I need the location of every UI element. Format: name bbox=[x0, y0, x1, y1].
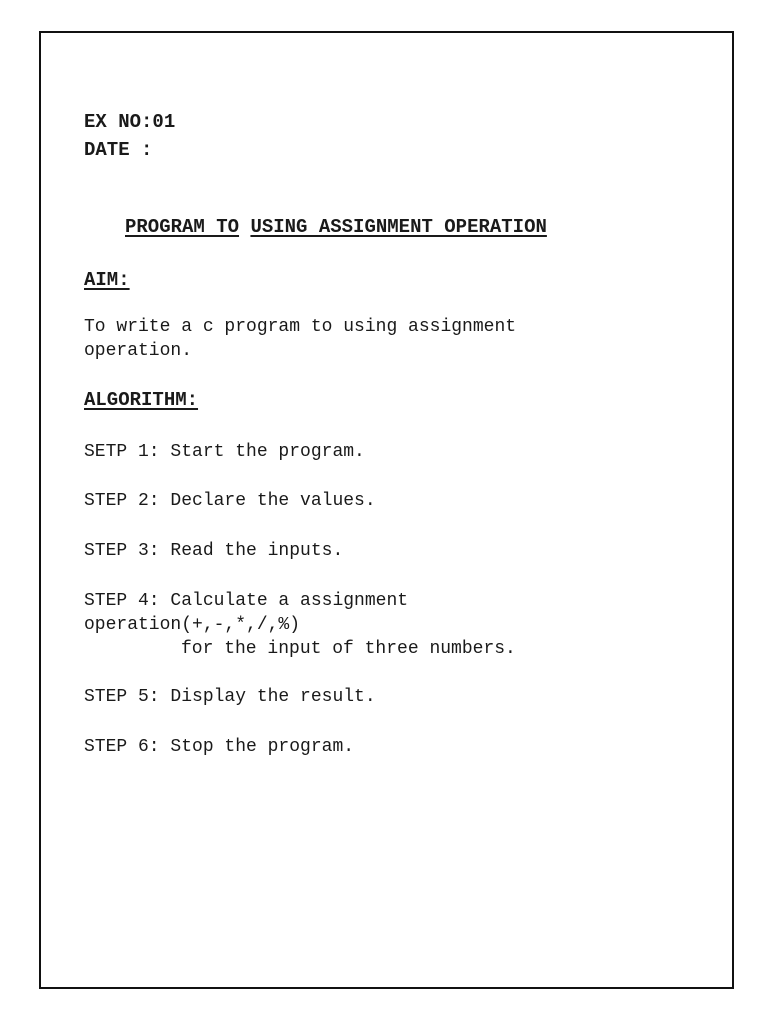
algorithm-step-3: STEP 3: Read the inputs. bbox=[84, 541, 344, 561]
algorithm-step-4-line-3: for the input of three numbers. bbox=[181, 639, 516, 659]
aim-heading: AIM: bbox=[84, 269, 130, 291]
algorithm-step-6: STEP 6: Stop the program. bbox=[84, 737, 355, 757]
ex-no-label: EX NO:01 bbox=[84, 111, 176, 133]
algorithm-step-4-line-1: STEP 4: Calculate a assignment bbox=[84, 591, 409, 611]
date-label: DATE : bbox=[84, 139, 153, 161]
algorithm-step-4-line-2: operation(+,-,*,/,%) bbox=[84, 615, 301, 635]
algorithm-step-1: SETP 1: Start the program. bbox=[84, 442, 365, 462]
aim-text-line-2: operation. bbox=[84, 341, 193, 361]
title-part-1: PROGRAM TO bbox=[125, 216, 240, 238]
algorithm-step-2: STEP 2: Declare the values. bbox=[84, 491, 376, 511]
algorithm-step-5: STEP 5: Display the result. bbox=[84, 687, 376, 707]
title-part-2: USING ASSIGNMENT OPERATION bbox=[250, 216, 547, 238]
document-title bbox=[125, 215, 547, 239]
aim-text-line-1: To write a c program to using assignment bbox=[84, 317, 517, 337]
algorithm-heading: ALGORITHM: bbox=[84, 389, 199, 411]
